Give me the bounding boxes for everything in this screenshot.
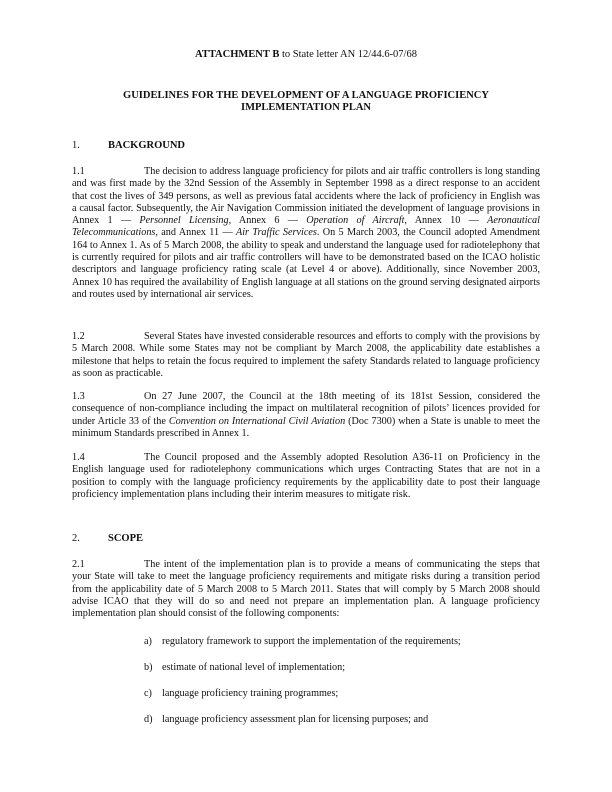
list-item-a: a) regulatory framework to support the implementation of the requirements;	[144, 636, 461, 647]
list-item-d: d) language proficiency assessment plan for licensing purposes; and	[144, 714, 429, 725]
title-line-1: GUIDELINES FOR THE DEVELOPMENT OF A LANGUAGE PROFICIENCY	[123, 90, 489, 101]
paragraph-2-1: 2.1 The intent of the implementation plan is to provide a means of communicating the steps that your State will take to meet the language proficiency requirements and mitigate risks during a transition period from the applicability date of 5 March 2008 to 5 March 2011. States that will comply by 5 March 2008 should advise ICAO that they will do so and need not prepare an implementation plan. A language proficiency implementation plan should consist of the following components:	[72, 559, 540, 620]
section-title: SCOPE	[108, 533, 144, 544]
paragraph-1-4: 1.4 The Council proposed and the Assembly adopted Resolution A36-11 on Proficiency in the English language used for radiotelephony communications which urges Contracting States that are not in a position to comply with the language proficiency requirements by the applicability date to post their language proficiency implementation plans including their interim measures to mitigate risk.	[72, 452, 540, 500]
paragraph-number: 1.3	[72, 391, 85, 402]
paragraph-number: 2.1	[72, 559, 85, 570]
attachment-header	[0, 49, 612, 61]
paragraph-number: 1.2	[72, 331, 85, 342]
document-title	[72, 90, 540, 114]
paragraph-number: 1.1	[72, 166, 85, 177]
section-number: 2.	[72, 533, 80, 544]
list-item-b: b) estimate of national level of implementation;	[144, 662, 346, 673]
paragraph-number: 1.4	[72, 452, 85, 463]
section-number: 1.	[72, 140, 80, 151]
title-line-2: IMPLEMENTATION PLAN	[241, 102, 371, 113]
paragraph-1-2: 1.2 Several States have invested considerable resources and efforts to comply with the provisions by 5 March 2008. While some States may not be compliant by March 2008, the applicability date establishes a milestone that helps to retain the focus required to implement the safety Standards related to language proficiency as soon as practicable.	[72, 331, 540, 379]
list-item-c: c) language proficiency training programmes;	[144, 688, 339, 699]
paragraph-1-1: 1.1 The decision to address language proficiency for pilots and air traffic controllers is long standing and was first made by the 32nd Session of the Assembly in September 1998 as a direct response to an accident that cost the lives of 349 persons, as well as previous fatal accidents where the lack of proficiency in English was a causal factor. Subsequently, the Air Navigation Commission initiated the development of language provisions in Annex 1 — Personnel Licensing, Annex 6 — Operation of Aircraft, Annex 10 — Aeronautical Telecommunications, and Annex 11 — Air Traffic Services. On 5 March 2003, the Council adopted Amendment 164 to Annex 1. As of 5 March 2008, the ability to speak and understand the language used for radiotelephony that is currently required for pilots and air traffic controllers will have to be demonstrated based on the ICAO holistic descriptors and language proficiency rating scale (at Level 4 or above). Additionally, since November 2003, Annex 10 has required the availability of English language at all stations on the ground serving designated airports and routes used by international air services.	[72, 166, 540, 300]
section-title: BACKGROUND	[108, 140, 186, 151]
attachment-reference: to State letter AN 12/44.6-07/68	[279, 49, 417, 60]
paragraph-1-3: 1.3 On 27 June 2007, the Council at the 18th meeting of its 181st Session, considered the consequence of non-compliance including the impact on multilateral recognition of pilots’ licences provided for under Article 33 of the Convention on International Civil Aviation (Doc 7300) when a State is unable to meet the minimum Standards prescribed in Annex 1.	[72, 391, 540, 439]
section-heading-background	[72, 140, 185, 152]
section-heading-scope	[72, 533, 143, 545]
attachment-label: ATTACHMENT B	[195, 49, 280, 60]
